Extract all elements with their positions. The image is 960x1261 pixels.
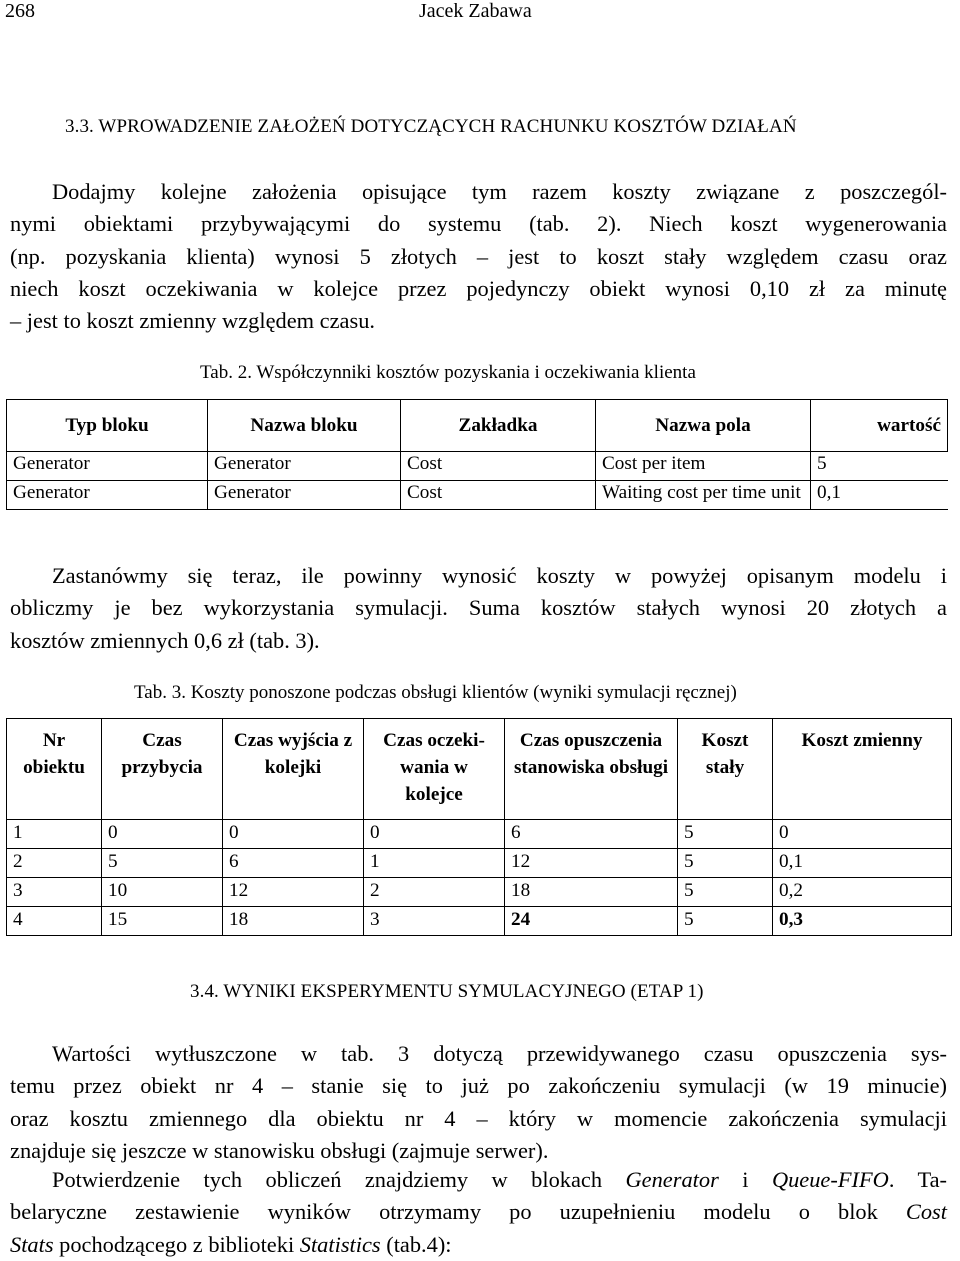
table-cell: 0,2 [773,878,952,907]
table-cell: 18 [223,907,364,936]
paragraph-2-line: obliczmy je bez wykorzystania symulacji. Suma kosztów stałych wynosi 20 złotych a [10,595,947,621]
paragraph-1-line: – jest to koszt zmienny względem czasu. [10,308,375,334]
column-header: Nr obiektu [7,719,102,820]
paragraph-1-line: niech koszt oczekiwania w kolejce przez pojedynczy obiekt wynosi 0,10 zł za minutę [10,275,947,301]
column-header: wartość [811,400,948,452]
table-cell: 10 [102,878,223,907]
paragraph-1-line: (np. pozyskania klienta) wynosi 5 złotych – jest to koszt stały względem czasu oraz [10,243,947,269]
table-cell: 12 [223,878,364,907]
paragraph-1 [10,176,947,337]
column-header: Koszt zmienny [773,719,952,820]
table-cell: Cost [401,452,596,481]
table-header-row [7,719,952,820]
table-cell: 1 [7,820,102,849]
table-cell: 2 [364,878,505,907]
table-cell: 4 [7,907,102,936]
column-header: Zakładka [401,400,596,452]
paragraph-4-line [10,1196,947,1228]
table-cell: 5 [811,452,948,481]
table-row [7,481,948,510]
table-3 [6,718,952,936]
paragraph-4 [10,1164,947,1261]
table-cell: 3 [364,907,505,936]
paragraph-4-line [52,1164,947,1196]
column-header: Czas wyjścia z kolejki [223,719,364,820]
column-header: Nazwa pola [596,400,811,452]
table-cell: 5 [102,849,223,878]
table-cell: 0 [223,820,364,849]
table-row [7,878,952,907]
text-run: Potwierdzenie tych obliczeń znajdziemy w blokach [52,1167,626,1192]
table-cell: 6 [223,849,364,878]
table-cell: 5 [678,907,773,936]
table-cell: Cost per item [596,452,811,481]
table-cell: 0,1 [773,849,952,878]
table-3-caption: Tab. 3. Koszty ponoszone podczas obsługi klientów (wyniki symulacji ręcznej) [134,682,737,703]
paragraph-1-line: Dodajmy kolejne założenia opisujące tym razem koszty związane z poszczegól- [52,179,947,204]
italic-term: Cost [905,1199,947,1225]
column-header: Czas opuszczenia stanowiska obsługi [505,719,678,820]
table-cell-bold: 24 [505,907,678,936]
table-cell: 2 [7,849,102,878]
table-2 [6,399,948,510]
paragraph-3-line: oraz kosztu zmiennego dla obiektu nr 4 – który w momencie zakończenia symulacji [10,1105,947,1131]
page-number: 268 [5,0,35,22]
column-header: Typ bloku [7,400,208,452]
table-cell: Cost [401,481,596,510]
paragraph-2-line: Zastanówmy się teraz, ile powinny wynosić koszty w powyżej opisanym modelu i [52,563,947,588]
table-cell: 5 [678,849,773,878]
paragraph-2 [10,560,947,657]
paragraph-1-line: nymi obiektami przybywającymi do systemu (tab. 2). Niech koszt wygenerowania [10,211,947,237]
table-cell: 6 [505,820,678,849]
italic-term: Stats [10,1231,54,1257]
table-cell: 1 [364,849,505,878]
text-run: (tab.4): [380,1231,452,1257]
table-cell: 15 [102,907,223,936]
table-cell-bold: 0,3 [773,907,952,936]
table-cell: 0 [773,820,952,849]
running-head-author: Jacek Zabawa [419,0,532,22]
table-cell: Generator [7,452,208,481]
table-cell: Generator [208,452,401,481]
table-header-row [7,400,948,452]
table-cell: 12 [505,849,678,878]
column-header: Czas przybycia [102,719,223,820]
table-cell: Generator [208,481,401,510]
column-header: Koszt stały [678,719,773,820]
table-row [7,907,952,936]
table-cell: 0 [364,820,505,849]
paragraph-3 [10,1038,947,1167]
section-heading-3-3: 3.3. WPROWADZENIE ZAŁOŻEŃ DOTYCZĄCYCH RACHUNKU KOSZTÓW DZIAŁAŃ [65,116,797,137]
column-header: Nazwa bloku [208,400,401,452]
text-run: belaryczne zestawienie wyników otrzymamy po uzupełnieniu modelu o blok [10,1199,906,1225]
italic-term: Queue-FIFO [771,1167,889,1192]
text-run: i [718,1167,772,1192]
table-row [7,849,952,878]
table-cell: 3 [7,878,102,907]
table-cell: 5 [678,878,773,907]
text-run: pochodzącego z biblioteki [53,1231,300,1257]
table-row [7,820,952,849]
table-cell: Generator [7,481,208,510]
table-row [7,452,948,481]
paragraph-2-line: kosztów zmiennych 0,6 zł (tab. 3). [10,627,320,653]
paragraph-3-line: znajduje się jeszcze w stanowisku obsługi (zajmuje serwer). [10,1137,549,1163]
table-cell: 0,1 [811,481,948,510]
column-header: Czas oczeki-wania w kolejce [364,719,505,820]
table-cell: 18 [505,878,678,907]
italic-term: Statistics [299,1231,381,1257]
table-cell: Waiting cost per time unit [596,481,811,510]
paragraph-3-line: temu przez obiekt nr 4 – stanie się to już po zakończeniu symulacji (w 19 minucie) [10,1073,947,1099]
table-cell: 0 [102,820,223,849]
paragraph-3-line: Wartości wytłuszczone w tab. 3 dotyczą przewidywanego czasu opuszczenia sys- [52,1041,947,1066]
paragraph-4-line [10,1229,947,1261]
section-heading-3-4: 3.4. WYNIKI EKSPERYMENTU SYMULACYJNEGO (ETAP 1) [190,981,704,1002]
table-cell: 5 [678,820,773,849]
italic-term: Generator [625,1167,719,1192]
text-run: . Ta- [888,1167,947,1192]
table-2-caption: Tab. 2. Współczynniki kosztów pozyskania i oczekiwania klienta [200,362,696,383]
